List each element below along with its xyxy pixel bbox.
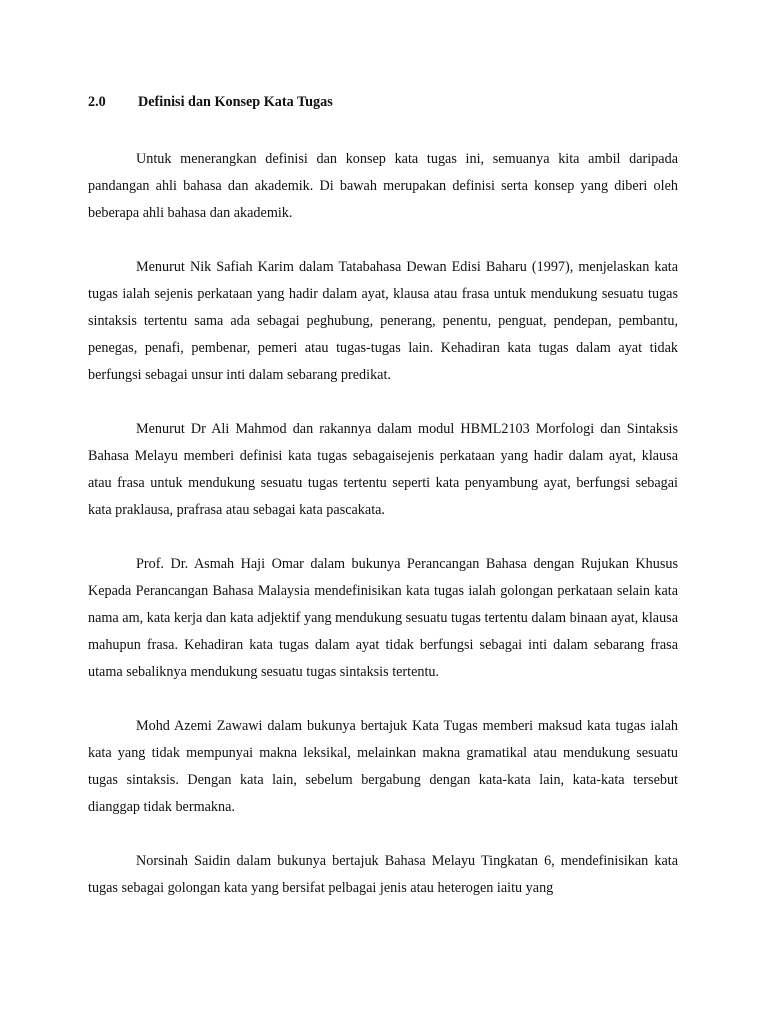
paragraph-asmah-omar: Prof. Dr. Asmah Haji Omar dalam bukunya Perancangan Bahasa dengan Rujukan Khusus Kepada Perancangan Bahasa Malaysia mendefinisikan kata tugas ialah golongan perkataan selain kata nama am, kata kerja dan kata adjektif yang mendukung sesuatu tugas tertentu dalam binaan ayat, klausa mahupun frasa. Kehadiran kata tugas dalam ayat tidak berfungsi sebagai inti dalam sebarang frasa utama sebaliknya mendukung sesuatu tugas sintaksis tertentu. xyxy=(88,556,678,680)
section-heading xyxy=(88,92,678,112)
paragraph-intro: Untuk menerangkan definisi dan konsep kata tugas ini, semuanya kita ambil daripada pandangan ahli bahasa dan akademik. Di bawah merupakan definisi serta konsep yang diberi oleh beberapa ahli bahasa dan akademik. xyxy=(88,151,678,221)
paragraph-nik-safiah: Menurut Nik Safiah Karim dalam Tatabahasa Dewan Edisi Baharu (1997), menjelaskan kata tugas ialah sejenis perkataan yang hadir dalam ayat, klausa atau frasa untuk mendukung sesuatu tugas sintaksis tertentu sama ada sebagai peghubung, penerang, penentu, penguat, pendepan, pembantu, penegas, penafi, pembenar, pemeri atau tugas-tugas lain. Kehadiran kata tugas dalam ayat tidak berfungsi sebagai unsur inti dalam sebarang predikat. xyxy=(88,259,678,383)
paragraph-norsinah-saidin: Norsinah Saidin dalam bukunya bertajuk Bahasa Melayu Tingkatan 6, mendefinisikan kata tugas sebagai golongan kata yang bersifat pelbagai jenis atau heterogen iaitu yang xyxy=(88,853,678,896)
paragraph-ali-mahmod: Menurut Dr Ali Mahmod dan rakannya dalam modul HBML2103 Morfologi dan Sintaksis Bahasa Melayu memberi definisi kata tugas sebagaisejenis perkataan yang hadir dalam ayat, klausa atau frasa untuk mendukung sesuatu tugas tertentu seperti kata penyambung ayat, berfungsi sebagai kata praklausa, prafrasa atau sebagai kata pascakata. xyxy=(88,421,678,518)
section-number: 2.0 xyxy=(88,94,106,110)
paragraph-azemi-zawawi: Mohd Azemi Zawawi dalam bukunya bertajuk Kata Tugas memberi maksud kata tugas ialah kata yang tidak mempunyai makna leksikal, melainkan makna gramatikal atau mendukung sesuatu tugas sintaksis. Dengan kata lain, sebelum bergabung dengan kata-kata lain, kata-kata tersebut dianggap tidak bermakna. xyxy=(88,718,678,815)
section-title: Definisi dan Konsep Kata Tugas xyxy=(138,94,333,110)
document-page xyxy=(88,92,678,929)
